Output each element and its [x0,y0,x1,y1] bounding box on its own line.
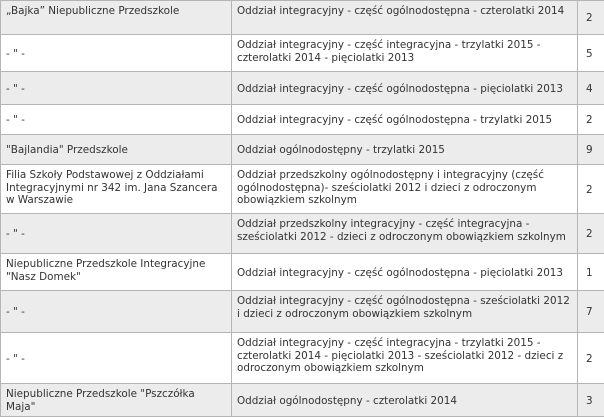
places-count-cell: 2 [578,1,604,35]
places-count-cell: 9 [578,135,604,165]
kindergarten-name-cell: Niepubliczne Przedszkole Integracyjne "Nasz Domek" [1,254,232,291]
group-description-cell: Oddział integracyjny - część ogólnodostępna - pięciolatki 2013 [232,72,578,105]
table-row [1,35,604,72]
places-count-cell: 7 [578,291,604,333]
places-count-cell: 2 [578,333,604,384]
table-row [1,254,604,291]
kindergarten-name-cell: Niepubliczne Przedszkole "Pszczółka Maja" [1,384,232,417]
places-count-cell: 2 [578,105,604,135]
table-row [1,135,604,165]
group-description-cell: Oddział ogólnodostępny - czterolatki 2014 [232,384,578,417]
group-description-cell: Oddział integracyjny - część ogólnodostępna - trzylatki 2015 [232,105,578,135]
kindergarten-name-cell: - " - [1,105,232,135]
places-count-cell: 5 [578,35,604,72]
group-description-cell: Oddział integracyjny - część integracyjna - trzylatki 2015 - czterolatki 2014 - pięciolatki 2013 - sześciolatki 2012 - dzieci z odroczonym obowiązkiem szkolnym [232,333,578,384]
kindergarten-name-cell: - " - [1,291,232,333]
group-description-cell: Oddział przedszkolny ogólnodostępny i integracyjny (część ogólnodostępna)- sześciolatki 2012 i dzieci z odroczonym obowiązkiem szkolnym [232,165,578,214]
group-description-cell: Oddział ogólnodostępny - trzylatki 2015 [232,135,578,165]
table-row [1,384,604,417]
kindergarten-name-cell: - " - [1,35,232,72]
group-description-cell: Oddział integracyjny - część ogólnodostępna - czterolatki 2014 [232,1,578,35]
group-description-cell: Oddział integracyjny - część integracyjna - trzylatki 2015 - czterolatki 2014 - pięciolatki 2013 [232,35,578,72]
kindergarten-name-cell: Filia Szkoły Podstawowej z Oddziałami Integracyjnymi nr 342 im. Jana Szancera w Warszawie [1,165,232,214]
group-description-cell: Oddział przedszkolny integracyjny - część integracyjna - sześciolatki 2012 - dzieci z odroczonym obowiązkiem szkolnym [232,214,578,254]
kindergarten-name-cell: - " - [1,214,232,254]
kindergarten-name-cell: - " - [1,72,232,105]
places-count-cell: 2 [578,165,604,214]
table-row [1,1,604,35]
places-count-cell: 4 [578,72,604,105]
kindergarten-name-cell: „Bajka” Niepubliczne Przedszkole [1,1,232,35]
kindergarten-name-cell: - " - [1,333,232,384]
places-count-cell: 2 [578,214,604,254]
places-count-cell: 3 [578,384,604,417]
group-description-cell: Oddział integracyjny - część ogólnodostępna - sześciolatki 2012 i dzieci z odroczonym obowiązkiem szkolnym [232,291,578,333]
table-row [1,72,604,105]
table-row [1,333,604,384]
table-row [1,165,604,214]
table-row [1,214,604,254]
table-row [1,291,604,333]
group-description-cell: Oddział integracyjny - część ogólnodostępna - pięciolatki 2013 [232,254,578,291]
places-count-cell: 1 [578,254,604,291]
table-row [1,105,604,135]
kindergarten-name-cell: "Bajlandia" Przedszkole [1,135,232,165]
